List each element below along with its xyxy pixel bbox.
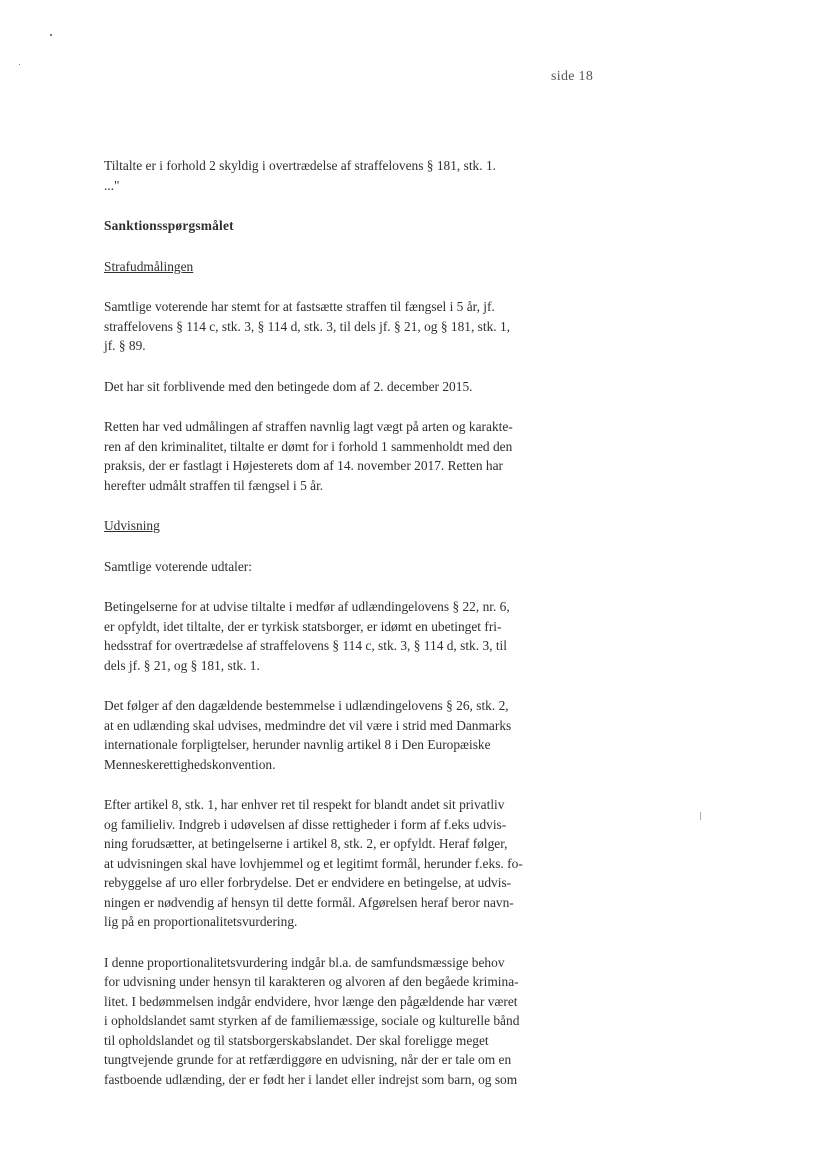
paragraph-sentencing-reasons xyxy=(104,417,556,495)
text-line: Efter artikel 8, stk. 1, har enhver ret til respekt for blandt andet sit privatliv xyxy=(104,797,505,812)
text-line: Det følger af den dagældende bestemmelse i udlændingelovens § 26, stk. 2, xyxy=(104,698,509,713)
text-line: og familieliv. Indgreb i udøvelsen af disse rettigheder i form af f.eks udvis- xyxy=(104,816,507,832)
paragraph-proportionality xyxy=(104,953,556,1090)
document-body xyxy=(104,156,556,1110)
paragraph-expulsion-conditions xyxy=(104,597,556,675)
text-line: straffelovens § 114 c, stk. 3, § 114 d, stk. 3, til dels jf. § 21, og § 181, stk. 1, xyxy=(104,318,511,334)
paragraph-article-8 xyxy=(104,795,556,932)
text-line: lig på en proportionalitetsvurdering. xyxy=(104,914,298,929)
paragraph-conditional-sentence xyxy=(104,377,556,397)
text-line: ning forudsætter, at betingelserne i artikel 8, stk. 2, er opfyldt. Heraf følger, xyxy=(104,836,508,851)
paragraph-verdict-count-2 xyxy=(104,156,556,195)
text-line: herefter udmålt straffen til fængsel i 5 år. xyxy=(104,477,324,493)
text-line: internationale forpligtelser, herunder navnlig artikel 8 i Den Europæiske xyxy=(104,737,491,752)
text-line: Samtlige voterende udtaler: xyxy=(104,558,252,574)
paragraph-sentence xyxy=(104,297,556,356)
subsection-heading-sentencing: Strafudmålingen xyxy=(104,258,194,274)
text-line: at udvisningen skal have lovhjemmel og et legitimt formål, herunder f.eks. fo- xyxy=(104,855,523,871)
text-line: ..." xyxy=(104,177,120,193)
text-line: praksis, der er fastlagt i Højesterets dom af 14. november 2017. Retten har xyxy=(104,458,503,473)
text-line: Samtlige voterende har stemt for at fastsætte straffen til fængsel i 5 år, jf. xyxy=(104,299,495,314)
text-line: i opholdslandet samt styrken af de familiemæssige, sociale og kulturelle bånd xyxy=(104,1013,520,1028)
text-line: Betingelserne for at udvise tiltalte i medfør af udlændingelovens § 22, nr. 6, xyxy=(104,599,510,614)
text-line: jf. § 89. xyxy=(104,338,146,353)
text-line: Det har sit forblivende med den betingede dom af 2. december 2015. xyxy=(104,378,473,394)
page-number: side 18 xyxy=(551,69,594,84)
text-line: I denne proportionalitetsvurdering indgår bl.a. de samfundsmæssige behov xyxy=(104,954,505,970)
text-line: for udvisning under hensyn til karakteren og alvoren af den begåede krimina- xyxy=(104,974,519,989)
text-line: er opfyldt, idet tiltalte, der er tyrkisk statsborger, er idømt en ubetinget fri- xyxy=(104,618,502,634)
section-heading-sanction: Sanktionsspørgsmålet xyxy=(104,218,234,233)
text-line: dels jf. § 21, og § 181, stk. 1. xyxy=(104,657,260,673)
text-line: fastboende udlænding, der er født her i landet eller indrejst som barn, og som xyxy=(104,1071,518,1087)
text-line: tungtvejende grunde for at retfærdiggøre en udvisning, når der er tale om en xyxy=(104,1052,512,1067)
text-line: ningen er nødvendig af hensyn til dette formål. Afgørelsen heraf beror navn- xyxy=(104,894,514,910)
text-line: hedsstraf for overtrædelse af straffelovens § 114 c, stk. 3, § 114 d, stk. 3, til xyxy=(104,638,507,653)
text-line: litet. I bedømmelsen indgår endvidere, hvor længe den pågældende har været xyxy=(104,993,518,1009)
text-line: ren af den kriminalitet, tiltalte er dømt for i forhold 1 sammenholdt med den xyxy=(104,438,513,454)
paragraph-all-voters xyxy=(104,557,556,577)
text-line: Retten har ved udmålingen af straffen navnlig lagt vægt på arten og karakte- xyxy=(104,419,513,434)
subsection-heading-expulsion: Udvisning xyxy=(104,518,160,533)
text-line: til opholdslandet og til statsborgerskabslandet. Der skal foreligge meget xyxy=(104,1032,489,1048)
text-line: rebyggelse af uro eller forbrydelse. Det er endvidere en betingelse, at udvis- xyxy=(104,875,512,890)
scan-speck xyxy=(50,34,52,36)
text-line: at en udlænding skal udvises, medmindre det vil være i strid med Danmarks xyxy=(104,717,512,733)
paragraph-aliens-act xyxy=(104,696,556,774)
text-line: Menneskerettighedskonvention. xyxy=(104,756,276,772)
text-line: Tiltalte er i forhold 2 skyldig i overtrædelse af straffelovens § 181, stk. 1. xyxy=(104,158,496,173)
margin-mark xyxy=(700,812,701,820)
scan-speck xyxy=(19,64,20,65)
